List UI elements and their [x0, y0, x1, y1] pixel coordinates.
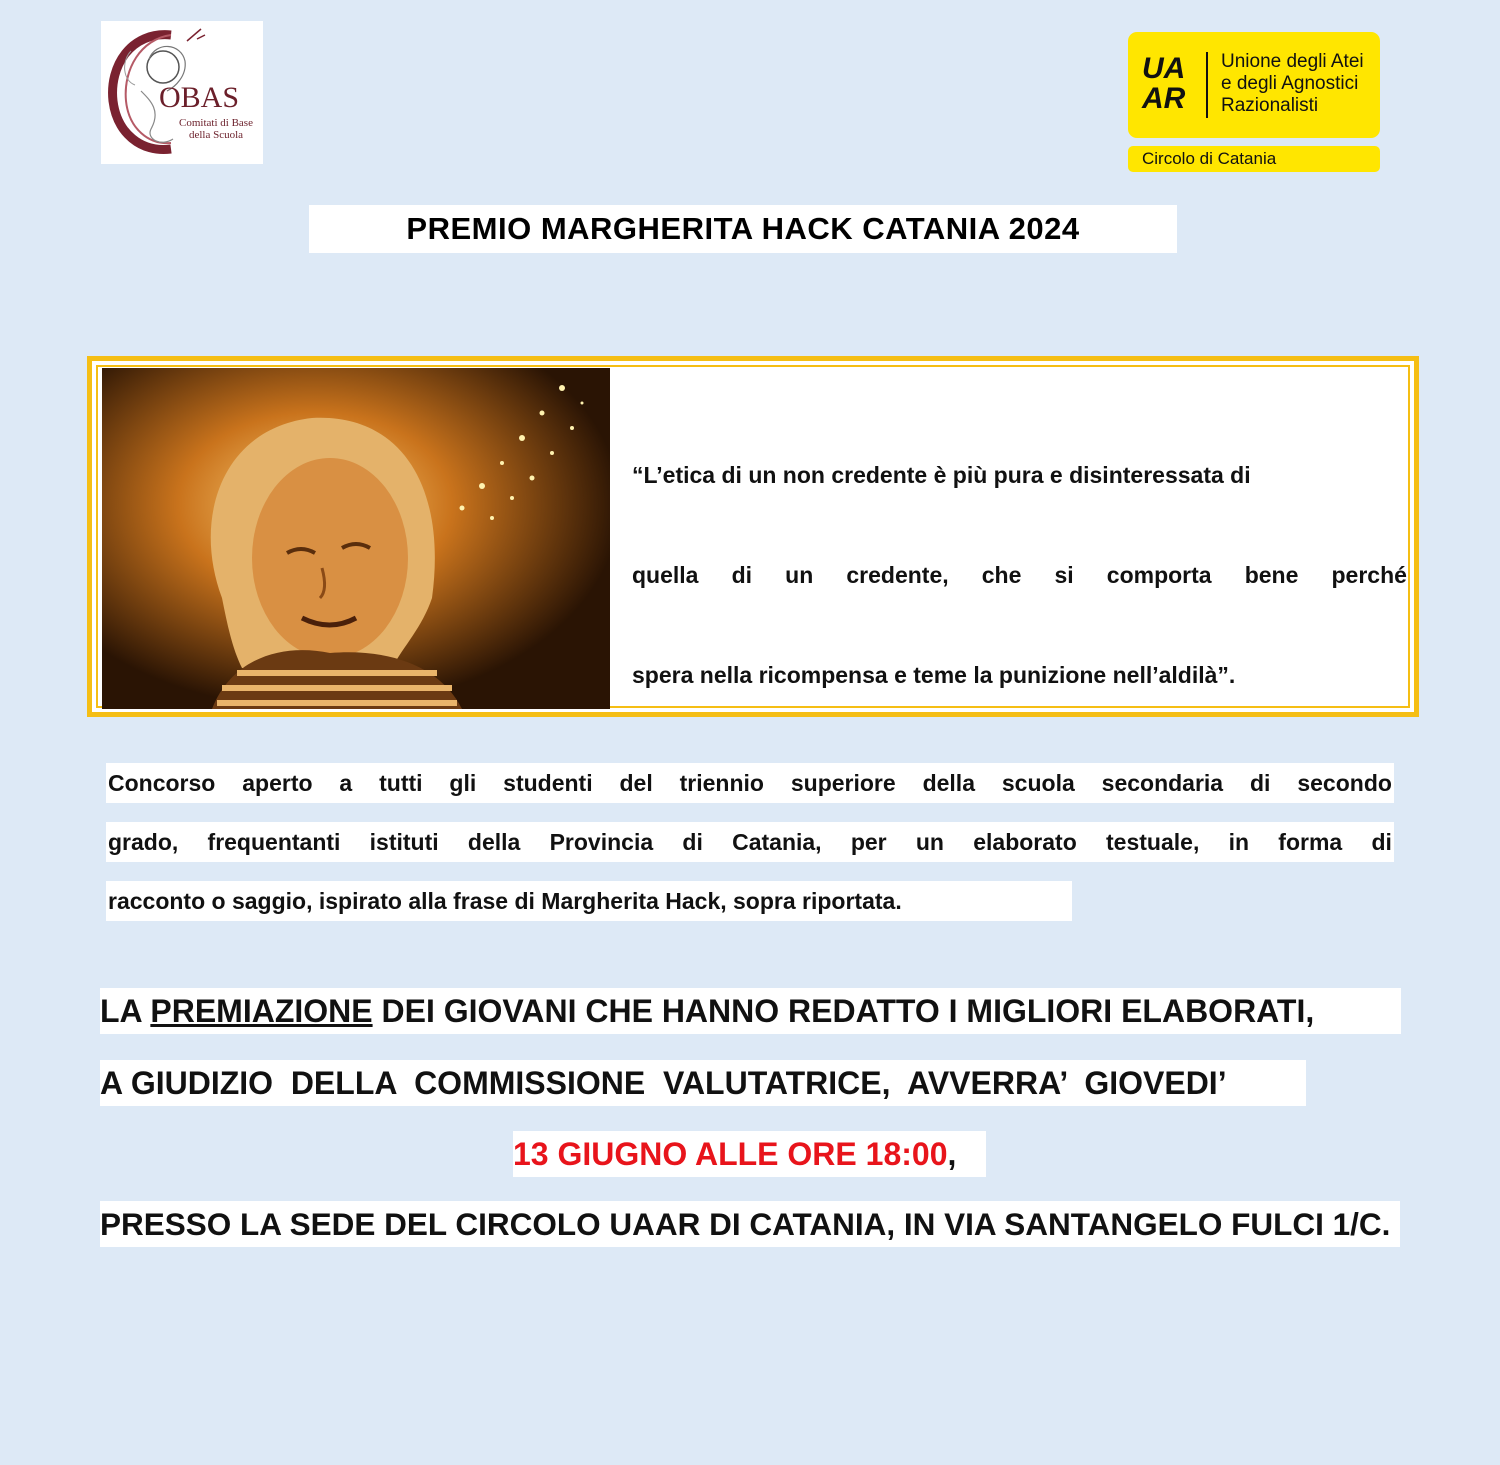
- description-word: forma: [1278, 829, 1343, 855]
- quote-text: [632, 425, 1407, 725]
- uaar-divider: [1206, 52, 1208, 118]
- uaar-name-line3: Razionalisti: [1221, 95, 1319, 116]
- quote-line3: spera nella ricompensa e teme la punizione nell’aldilà”.: [632, 662, 1236, 688]
- portrait-illustration-icon: [102, 368, 610, 709]
- uaar-name: [1221, 51, 1381, 117]
- announcement-line1-rest: DEI GIOVANI CHE HANNO REDATTO I MIGLIORI ELABORATI,: [372, 993, 1315, 1029]
- quote-word: perché: [1331, 562, 1407, 588]
- page-title: PREMIO MARGHERITA HACK CATANIA 2024: [309, 205, 1177, 253]
- quote-word: credente,: [846, 562, 949, 588]
- description-word: Catania,: [732, 829, 822, 855]
- uaar-mark-row2: AR: [1142, 82, 1186, 115]
- uaar-logo-panel: [1128, 32, 1380, 138]
- description-word: della: [467, 829, 521, 855]
- cobas-logo: [101, 21, 263, 164]
- quote-word: comporta: [1106, 562, 1212, 588]
- description-word: Concorso: [108, 770, 216, 796]
- uaar-logo: [1128, 32, 1380, 172]
- quote-panel: [87, 356, 1419, 717]
- description-word: a: [339, 770, 353, 796]
- description-word: di: [1371, 829, 1392, 855]
- quote-word: bene: [1244, 562, 1299, 588]
- announcement-line2: A GIUDIZIO DELLA COMMISSIONE VALUTATRICE, AVVERRA’ GIOVEDI’: [100, 1060, 1306, 1106]
- description-word: frequentanti: [207, 829, 341, 855]
- uaar-mark-icon: [1142, 54, 1200, 122]
- uaar-circolo-bar: [1128, 146, 1380, 172]
- quote-word: quella: [632, 562, 699, 588]
- uaar-name-line1: Unione degli Atei: [1221, 51, 1364, 72]
- description-word: un: [915, 829, 944, 855]
- announcement-date: [513, 1131, 986, 1177]
- description-word: grado,: [108, 829, 179, 855]
- quote-word: di: [731, 562, 753, 588]
- date-suffix: ,: [947, 1136, 957, 1172]
- cobas-subtitle: [176, 117, 256, 141]
- description-word: scuola: [1001, 770, 1075, 796]
- description-word: aperto: [242, 770, 313, 796]
- announcement-line1: [100, 988, 1401, 1034]
- description-word: di: [682, 829, 703, 855]
- portrait-image: [102, 368, 610, 709]
- description-word: secondo: [1297, 770, 1392, 796]
- announcement-venue: PRESSO LA SEDE DEL CIRCOLO UAAR DI CATANIA, IN VIA SANTANGELO FULCI 1/C.: [100, 1201, 1400, 1247]
- description-word: gli: [449, 770, 477, 796]
- quote-word: un: [785, 562, 814, 588]
- description-word: secondaria: [1101, 770, 1224, 796]
- quote-line2: [632, 525, 1407, 625]
- premiazione-label: PREMIAZIONE: [150, 993, 373, 1029]
- description-word: della: [922, 770, 975, 796]
- date-time-highlight: 13 GIUGNO ALLE ORE 18:00: [513, 1136, 948, 1172]
- description-word: elaborato: [973, 829, 1077, 855]
- description-word: istituti: [369, 829, 439, 855]
- description-word: per: [850, 829, 887, 855]
- description-word: tutti: [379, 770, 423, 796]
- cobas-wordmark: OBAS: [159, 81, 240, 114]
- description-word: superiore: [790, 770, 896, 796]
- quote-word: si: [1054, 562, 1074, 588]
- uaar-circolo-label: Circolo di Catania: [1142, 149, 1277, 168]
- description-word: Provincia: [549, 829, 654, 855]
- description-word: studenti: [503, 770, 593, 796]
- description-word: in: [1228, 829, 1250, 855]
- description-line2: [106, 822, 1394, 862]
- description-word: del: [619, 770, 653, 796]
- description-word: triennio: [679, 770, 764, 796]
- uaar-mark-row1: UA: [1142, 52, 1186, 85]
- quote-word: che: [981, 562, 1022, 588]
- uaar-name-line2: e degli Agnostici: [1221, 73, 1359, 94]
- description-line1: [106, 763, 1394, 803]
- quote-line1: “L’etica di un non credente è più pura e disinteressata di: [632, 462, 1251, 488]
- description-word: di: [1250, 770, 1271, 796]
- description-word: testuale,: [1106, 829, 1200, 855]
- announcement-prefix: LA: [100, 993, 151, 1029]
- cobas-subtitle-line1: Comitati di Base: [179, 117, 253, 129]
- description-line3: racconto o saggio, ispirato alla frase di Margherita Hack, sopra riportata.: [106, 881, 1072, 921]
- cobas-subtitle-line2: della Scuola: [188, 129, 244, 141]
